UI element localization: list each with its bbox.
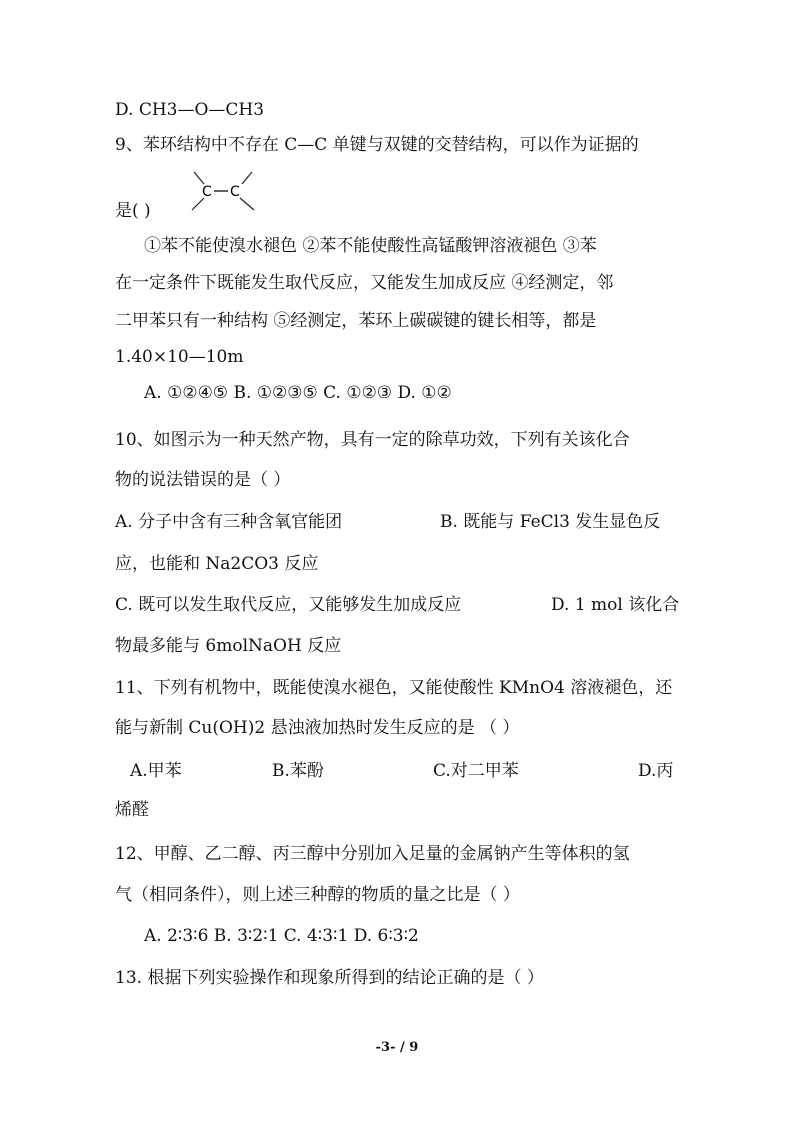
- q11-stem-2: 能与新制 Cu(OH)2 悬浊液加热时发生反应的是 （ ）: [115, 718, 520, 738]
- q11-option-d: D.丙: [638, 761, 674, 781]
- q11-option-b: B.苯酚: [272, 761, 324, 781]
- cc-double-bond-structure: [180, 166, 260, 214]
- q9-body-3: 二甲苯只有一种结构 ⑤经测定，苯环上碳碳键的键长相等，都是: [115, 311, 597, 331]
- q10-option-c: C. 既可以发生取代反应，又能够发生加成反应: [115, 595, 462, 615]
- q11-option-a: A.甲苯: [130, 761, 182, 781]
- q10-stem-2: 物的说法错误的是（ ）: [115, 470, 291, 490]
- q10-option-b-cont: 应，也能和 Na2CO3 反应: [115, 554, 319, 574]
- line-q8-option-d: D. CH3—O—CH3: [115, 100, 265, 120]
- q12-options: A. 2∶3∶6 B. 3∶2∶1 C. 4∶3∶1 D. 6∶3∶2: [144, 926, 419, 946]
- q9-body-4: 1.40×10—10m: [115, 347, 244, 367]
- q9-shi: 是( ): [115, 201, 151, 221]
- q13-stem: 13. 根据下列实验操作和现象所得到的结论正确的是（ ）: [115, 968, 544, 988]
- q9-options: A. ①②④⑤ B. ①②③⑤ C. ①②③ D. ①②: [144, 383, 452, 403]
- q9-stem: 9、苯环结构中不存在 C—C 单键与双键的交替结构，可以作为证据的: [115, 135, 639, 155]
- q10-option-b: B. 既能与 FeCl3 发生显色反: [440, 512, 661, 532]
- q10-stem-1: 10、如图示为一种天然产物，具有一定的除草功效，下列有关该化合: [115, 430, 630, 450]
- q12-stem-2: 气（相同条件），则上述三种醇的物质的量之比是（ ）: [115, 885, 520, 905]
- q11-option-d-cont: 烯醛: [115, 800, 149, 820]
- q11-option-c: C.对二甲苯: [433, 761, 519, 781]
- q11-stem-1: 11、下列有机物中，既能使溴水褪色，又能使酸性 KMnO4 溶液褪色，还: [115, 678, 673, 698]
- q9-body-2: 在一定条件下既能发生取代反应，又能发生加成反应 ④经测定，邻: [115, 273, 614, 293]
- q12-stem-1: 12、甲醇、乙二醇、丙三醇中分别加入足量的金属钠产生等体积的氢: [115, 844, 630, 864]
- bond-upper-left: [194, 172, 204, 184]
- structure-atom-2: C: [230, 184, 240, 200]
- bond-upper-right: [242, 172, 252, 184]
- q10-option-d: D. 1 mol 该化合: [551, 595, 680, 615]
- q9-body-1: ①苯不能使溴水褪色 ②苯不能使酸性高锰酸钾溶液褪色 ③苯: [144, 236, 597, 256]
- page-number: -3- / 9: [375, 1040, 419, 1055]
- structure-atom-1: C: [202, 184, 212, 200]
- q10-option-a: A. 分子中含有三种含氧官能团: [115, 512, 343, 532]
- q10-option-d-cont: 物最多能与 6molNaOH 反应: [115, 636, 342, 656]
- bond-lower-right: [240, 198, 254, 210]
